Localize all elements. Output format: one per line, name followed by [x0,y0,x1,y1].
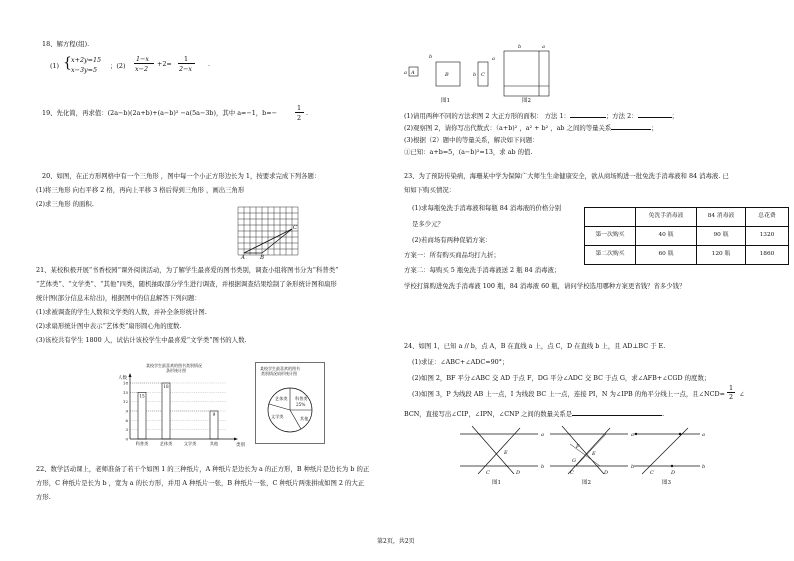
answer-blank[interactable] [572,415,662,416]
q18-end: . [208,60,211,68]
label-a-side: a [404,70,407,76]
svg-text:E: E [504,450,508,456]
bar-chart-title-2: 条形统计图 [166,368,186,373]
pie-label-arts: 艺体类 [275,396,288,401]
svg-text:b: b [541,464,545,470]
q22-line1: 22、数学活动课上，老师准备了若干个如图 1 的三种纸片，A 种纸片是边长为 a 的正方形，B 种纸片是边长为 b 的正 [36,465,370,473]
x-axis-arrow-icon [234,438,238,441]
y-tick-label: 12 [122,399,128,405]
q22-part2 [404,124,658,132]
q23-price-table [584,207,789,265]
table-cell: 90 瓶 [697,227,746,246]
y-tick-label: 9 [125,408,128,414]
q22-part3-sub: ①已知：a+b=5，(a−b)²=13，求 ab 的值. [404,148,533,156]
label-c-length: b [473,72,477,78]
svg-text:D: D [516,470,521,476]
x-tick-label: 艺体类 [159,441,173,446]
data-label: 15 [139,393,145,399]
q24-fig3 [634,428,705,486]
fig2-caption: 图2 [522,98,531,104]
q19-end: . [306,109,309,117]
q24-frac-den: 2 [729,393,734,401]
y-tick-label: 6 [125,417,128,423]
q18-part1-label: (1) [50,62,60,70]
label-square-b: B [445,72,449,78]
bar-chart-title-1: 某校学生最喜欢的图书类别情况 [146,363,202,368]
label-b-side: b [429,54,433,60]
q22-part2-end: ； [651,124,658,132]
table-header-cell: 免洗手消毒液 [636,208,697,227]
q22-part1-text-a: (1)请用两种不同的方法求图 2 大正方形的面积： 方法 1： [404,112,570,120]
q21-pie-chart [255,362,325,444]
answer-blank[interactable] [570,117,606,118]
label-b: B [260,255,265,261]
pie-label-science: 科普类 [295,396,308,401]
q21-line5: (2)求扇形统计图中表示“艺体类”扇形圆心角的度数. [36,322,182,330]
q21-line1: 21、某校积极开展“书香校园”课外阅读活动，为了解学生最喜爱的图书类别，调查小组将图书分为“科普类” [36,266,339,274]
table-row [585,246,789,265]
fig1-caption: 图1 [492,480,501,486]
q20-line3: (2)求三角形 的面积. [36,200,94,208]
q18-eq2: x−3y=5 [71,66,98,74]
q24-line1: 24、如图 1，已知 a // b，点 A，B 在直线 a 上，点 C，D 在直线 b 上，且 AD⊥BC 于 E. [404,342,666,350]
q18-frac1-den: x−2 [135,65,149,73]
bar [162,383,170,439]
y-tick-label: 0 [125,436,128,442]
y-axis-label: 人数 [118,376,127,381]
q24-figures [458,424,708,486]
q23-line4: 是多少元？ [412,220,444,228]
x-tick-label: 文学类 [183,441,197,446]
q20-line2: (1)将三角形 向右平移 2 格，再向上平移 3 格后得到三角形 ，画出三角形 [36,186,245,194]
svg-text:b: b [631,464,635,470]
q24-line4-text: (3)如图 3，P 为线段 AB 上一点，I 为线段 BC 上一点，连接 PI，N 为∠IPB 的角平分线上一点，且∠NCD= [412,390,725,398]
y-axis-arrow-icon [129,373,132,377]
q24-fig1 [460,426,544,486]
q19-frac-den: 2 [297,114,302,122]
label-rect-c: C [481,72,485,78]
q18-frac2-num: 1 [184,55,189,63]
svg-text:b: b [702,464,706,470]
table-cell: 40 瓶 [636,227,697,246]
fraction-bar [178,63,195,64]
q18-plus2: +2= [157,60,172,68]
q21-bar-chart [110,362,250,452]
q20-line1: 20、如图，在正方形网格中有一个三角形 ，图中每一个小正方形边长为 1，按要求完成下列各题： [42,172,321,180]
svg-text:D: D [671,470,676,476]
q22-part2-text: (2)观察图 2，请你写出代数式：（a+b)² ，a² + b² ，ab 之间的等量关系 [404,124,612,132]
q24-line5-end: . [662,410,665,418]
table-cell: 第二次购买 [585,246,636,265]
q23-line2: 知如下购买情况： [404,186,456,194]
pie-label-science-pct: 25% [296,402,306,407]
q24-fraction [727,384,737,401]
label-c-width: a [492,56,495,62]
q24-line3: (2)如图 2，BF 平分∠ABC 交 AD 于点 F，DG 平分∠ADC 交 BC 于点 G，求∠AFB+∠CGD 的度数； [412,374,711,382]
table-cell: 60 瓶 [636,246,697,265]
q24-line5 [404,410,664,418]
q23-line6: 方案一：所有购买商品均打九折； [404,251,500,259]
pie-chart-title-1: 某校学生最喜欢的图书 [260,366,300,371]
q21-line6: (3)该校共有学生 1800 人，试估计该校学生中最喜爱“文学类”图书的人数. [36,336,247,344]
table-cell: 120 瓶 [697,246,746,265]
big-square [504,51,549,96]
q21-line4: (1)求被调查的学生人数和文学类的人数，并补全条形统计图. [36,308,207,316]
svg-text:G: G [572,458,576,464]
q20-grid-figure [230,205,310,260]
fig3-caption: 图3 [662,480,671,486]
y-tick-label: 18 [122,380,128,386]
svg-text:D: D [604,470,609,476]
q23-line5: (2)若商场有两种促销方案： [412,236,492,244]
q23-line8: 学校打算购进免洗手消毒液 100 瓶，84 消毒液 60 瓶，请问学校选用哪种方案更省钱？省多少钱？ [404,282,686,290]
q24-line2: (1)求证：∠ABC+∠ADC=90°； [412,358,509,366]
q18-eq1: x+2y=15 [71,56,102,64]
label-c: C [293,225,298,231]
data-label: 9 [212,412,216,417]
q18-frac2-den: 2−x [179,65,193,73]
svg-text:C: C [650,470,654,476]
q24-line5-text: BCN，直接写出∠CIP，∠IPN，∠CNP 之间的数量关系是 [404,410,573,418]
y-tick-label: 3 [125,427,128,433]
bar [138,392,146,439]
label-top-a: a [542,44,545,50]
q22-part1-text-b: ；方法 2： [605,112,638,120]
q22-figures [404,40,574,112]
x-tick-label: 科普类 [135,441,149,446]
x-tick-label: 其他 [209,441,219,446]
table-header-cell: 总花费 [746,208,789,227]
fraction-bar [295,112,304,113]
fraction-bar [134,63,154,64]
svg-text:C: C [486,470,490,476]
q21-line2: “艺体类”、“文学类”、“其他”四类，随机抽取部分学生进行调查，并根据调查结果绘制了条形统计图和扇形 [36,280,337,288]
answer-blank[interactable] [611,129,651,130]
q23-line7: 方案二：每购买 5 瓶免洗手消毒液送 2 瓶 84 消毒液； [404,266,561,274]
table-cell: 1860 [746,246,789,265]
q18-heading: 18、解方程(组). [42,40,90,48]
x-axis-label: 类别 [236,443,245,448]
q18-frac1-num: 1−x [136,55,150,63]
svg-text:a: a [541,432,544,438]
q22-part1-text-c: ； [671,112,678,120]
pie-label-literature: 文学类 [271,414,284,419]
svg-text:F: F [576,444,580,450]
fig1-caption: 图1 [441,98,450,104]
q22-part1 [404,112,678,120]
q19-frac-num: 1 [297,104,302,112]
label-top-b: b [518,44,522,50]
q19-text: 19、先化简，再求值：(2a−b)(2a+b)+(a−b)² −a(5a−3b)，其中 a=−1，b=− [42,109,277,117]
table-header-cell: 84 消毒液 [697,208,746,227]
table-cell: 第一次购买 [585,227,636,246]
answer-blank[interactable] [638,117,672,118]
pie-chart-title-2: 类别情况扇形统计图 [261,371,297,376]
brace-icon: { [63,55,72,71]
q24-fig2 [550,426,634,486]
y-tick-label: 15 [122,389,128,395]
table-header-cell [585,208,636,227]
q24-angle-sign: ∠ [739,390,745,398]
svg-text:C: C [570,470,574,476]
q24-line4 [412,384,745,401]
q22-line2: 方形，C 种纸片是长为 b ，宽为 a 的长方形，并用 A 种纸片一张，B 种纸片一张，C 种纸片两张拼成如图 2 的大正 [36,479,365,487]
data-label: 18 [163,384,169,389]
pie-label-other: 其他 [300,416,309,421]
svg-text:a: a [631,432,634,438]
q22-line3: 方形. [36,493,51,501]
label-square-a: A [411,70,415,76]
triangle-side-bc [262,229,292,253]
table-header-row [585,208,789,227]
q18-part2-label: ；(2) [110,62,126,70]
q23-line1: 23、为了预防传染病，海珊某中学为保障广大师生生命健康安全，欲从商场购进一批免洗手消毒液和 84 消毒液. 已 [404,172,729,180]
fig2-caption: 图2 [582,480,591,486]
label-a: A [241,255,245,261]
svg-text:a: a [702,432,705,438]
q24-frac-num: 1 [729,384,734,392]
page-footer: 第2页，共2页 [377,538,415,545]
q22-part3: (3)根据（2）题中的等量关系，解决如下问题： [404,136,539,144]
table-cell: 1320 [746,227,789,246]
q23-line3: (1)求每瓶免洗手消毒液和每瓶 84 消毒液的价格分别 [412,204,562,212]
svg-text:E: E [592,451,596,457]
table-row [585,227,789,246]
q21-line3: 统计图(部分信息未给出)，根据图中的信息解答下列问题： [36,294,201,302]
